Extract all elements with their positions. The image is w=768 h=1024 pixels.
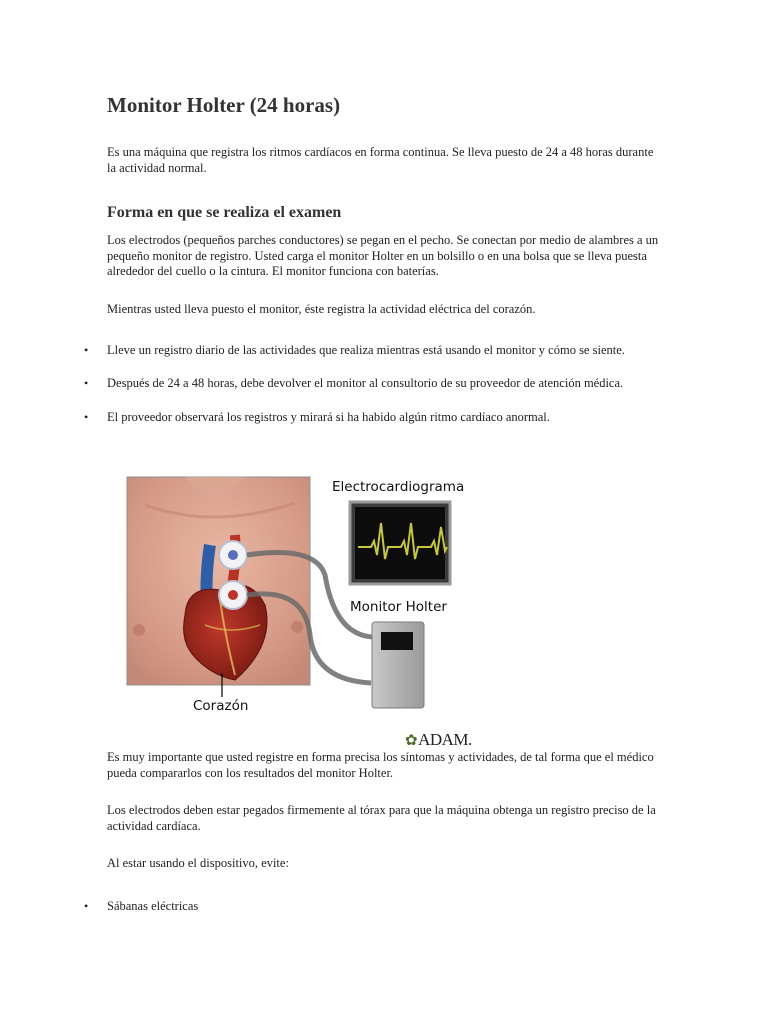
bullet-icon: • — [84, 899, 89, 913]
intro-paragraph: Es una máquina que registra los ritmos cardíacos en forma continua. Se lleva puesto de 24 a 48 horas durante la actividad normal. — [107, 145, 654, 175]
bullet-icon: • — [84, 376, 89, 390]
important-paragraph: Es muy importante que usted registre en forma precisa los síntomas y actividades, de tal forma que el médico pueda compararlos con los resultados del monitor Holter. — [107, 750, 654, 780]
monitor-records-paragraph: Mientras usted lleva puesto el monitor, éste registra la actividad eléctrica del corazón. — [107, 302, 536, 316]
list-item-text: Lleve un registro diario de las actividades que realiza mientras está usando el monitor y cómo se siente. — [107, 343, 625, 357]
adam-logo — [405, 730, 472, 750]
list-item-text: El proveedor observará los registros y mirará si ha habido algún ritmo cardíaco anormal. — [107, 410, 550, 424]
bullet-icon: • — [84, 343, 89, 357]
ecg-label: Electrocardiograma — [332, 479, 465, 495]
leaf-icon: ✿ — [405, 733, 418, 749]
list-item — [84, 410, 667, 426]
holter-device-screen — [381, 632, 413, 650]
page-title: Monitor Holter (24 horas) — [107, 93, 341, 117]
list-item — [84, 343, 667, 359]
list-item — [84, 376, 667, 392]
bullet-icon: • — [84, 410, 89, 424]
adam-credit: ADAM. — [418, 730, 472, 749]
electrodes-paragraph: Los electrodos (pequeños parches conductores) se pegan en el pecho. Se conectan por medio de alambres a un pequeño monitor de registro. Usted carga el monitor Holter en un bolsillo o en una bolsa que se lleva puesta alrededor del cuello o la cintura. El monitor funciona con baterías. — [107, 233, 659, 278]
section-heading: Forma en que se realiza el examen — [107, 204, 342, 221]
list-item-text: Sábanas eléctricas — [107, 899, 199, 913]
heart-label: Corazón — [193, 698, 249, 714]
list-item-text: Después de 24 a 48 horas, debe devolver el monitor al consultorio de su proveedor de atención médica. — [107, 376, 624, 390]
electrodes-secure-paragraph: Los electrodos deben estar pegados firmemente al tórax para que la máquina obtenga un registro preciso de la actividad cardíaca. — [107, 803, 656, 833]
list-item — [84, 899, 667, 915]
monitor-label: Monitor Holter — [350, 599, 447, 615]
holter-illustration — [125, 475, 495, 725]
avoid-paragraph: Al estar usando el dispositivo, evite: — [107, 856, 289, 870]
